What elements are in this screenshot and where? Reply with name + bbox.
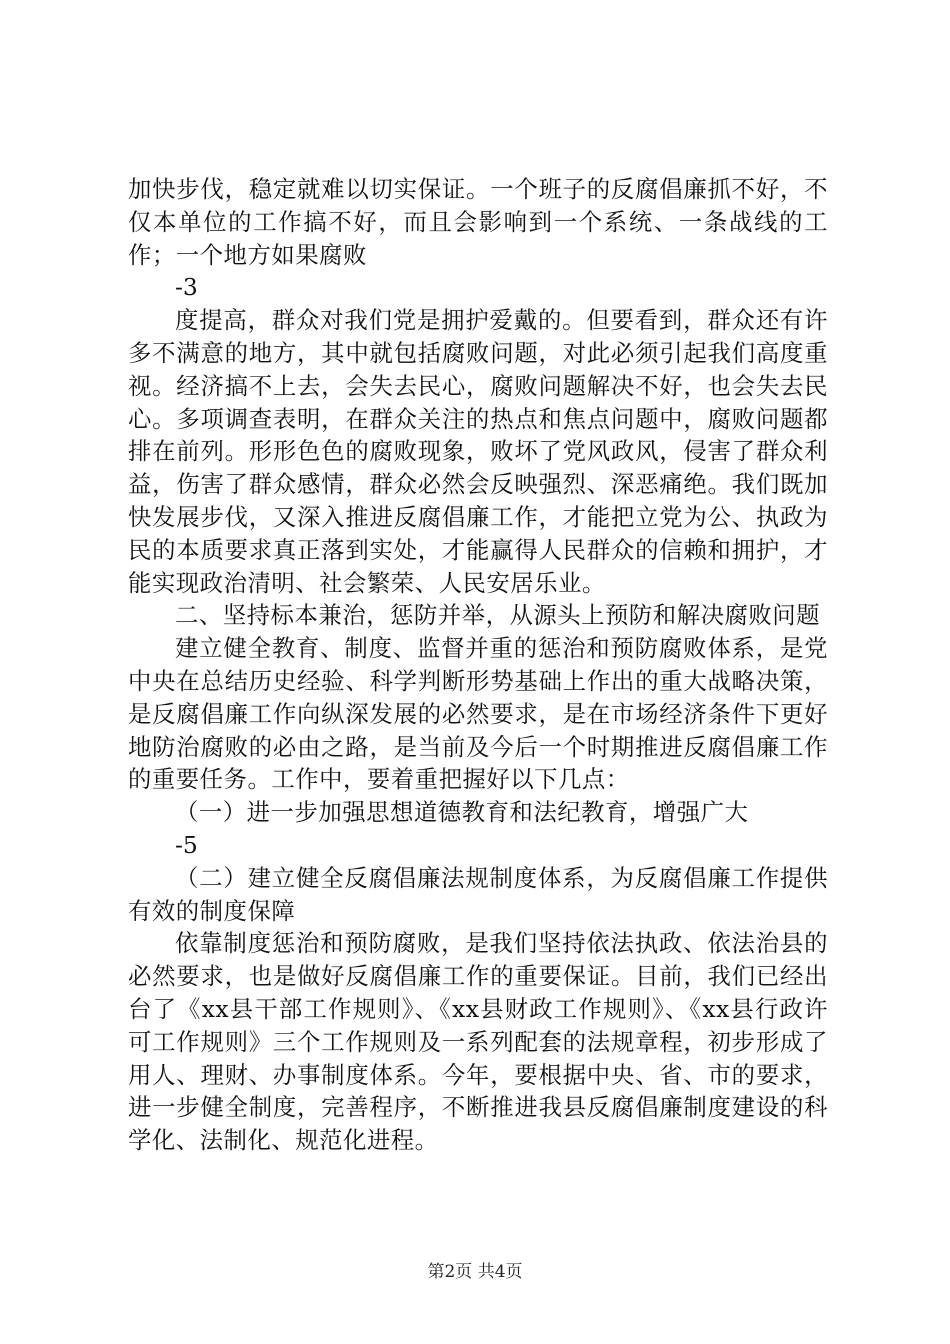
page-marker: -5 (175, 830, 198, 859)
paragraph: 依靠制度惩治和预防腐败，是我们坚持依法执政、依法治县的必然要求，也是做好反腐倡廉工作的重要保证。目前，我们已经出台了《xx县干部工作规则》、《xx县财政工作规则》、《xx县行政许可工作规则》三个工作规则及一系列配套的法规章程，初步形成了用人、理财、办事制度体系。今年，要根据中央、省、市的要求，进一步健全制度，完善程序，不断推进我县反腐倡廉制度建设的科学化、法制化、规范化进程。 (128, 929, 828, 1155)
paragraph: 度提高，群众对我们党是拥护爱戴的。但要看到，群众还有许多不满意的地方，其中就包括腐败问题，对此必须引起我们高度重视。经济搞不上去，会失去民心，腐败问题解决不好，也会失去民心。多项调查表明，在群众关注的热点和焦点问题中，腐败问题都排在前列。形形色色的腐败现象，败坏了党风政风，侵害了群众利益，伤害了群众感情，群众必然会反映强烈、深恶痛绝。我们既加快发展步伐，又深入推进反腐倡廉工作，才能把立党为公、执政为民的本质要求真正落到实处，才能赢得人民群众的信赖和拥护，才能实现政治清明、社会繁荣、人民安居乐业。 (128, 306, 828, 597)
section-heading: 二、坚持标本兼治，惩防并举，从源头上预防和解决腐败问题 (175, 601, 821, 630)
page-footer (0, 1261, 950, 1283)
page-number-label: 第2页 共4页 (427, 1262, 523, 1282)
paragraph: 建立健全教育、制度、监督并重的惩治和预防腐败体系，是党中央在总结历史经验、科学判断形势基础上作出的重大战略决策，是反腐倡廉工作向纵深发展的必然要求，是在市场经济条件下更好地防治腐败的必由之路，是当前及今后一个时期推进反腐倡廉工作的重要任务。工作中，要着重把握好以下几点： (128, 634, 828, 794)
paragraph: 加快步伐，稳定就难以切实保证。一个班子的反腐倡廉抓不好，不仅本单位的工作搞不好，而且会影响到一个系统、一条战线的工作；一个地方如果腐败 (128, 175, 828, 269)
page-marker: -3 (175, 273, 198, 302)
document-body (128, 173, 828, 1157)
subsection-heading: （二）建立健全反腐倡廉法规制度体系，为反腐倡廉工作提供有效的制度保障 (128, 863, 828, 925)
subsection-heading: （一）进一步加强思想道德教育和法纪教育，增强广大 (175, 798, 749, 827)
